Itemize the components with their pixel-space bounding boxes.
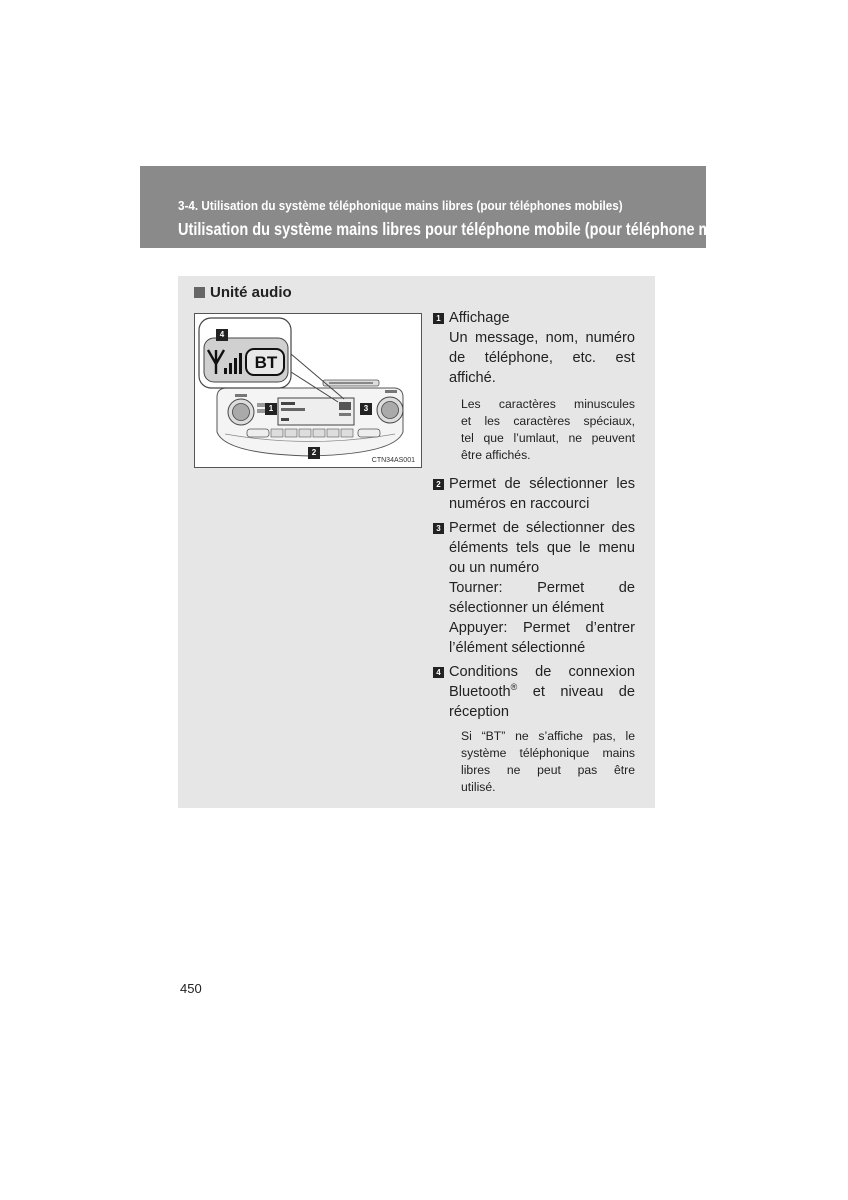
item-text: Bluetooth <box>449 684 511 700</box>
item-text: Appuyer: Permet d’entrer <box>449 620 635 636</box>
audio-unit-illustration <box>195 314 421 467</box>
item-text: sélectionner un élément <box>449 600 604 616</box>
item-note <box>433 396 635 464</box>
note-text: être affichés. <box>461 448 531 462</box>
panel-heading-text: Unité audio <box>210 284 292 301</box>
figure-code: CTN34AS001 <box>371 457 415 464</box>
item-number-badge: 1 <box>433 313 444 324</box>
note-text: tel que l’umlaut, ne peuvent <box>461 431 635 445</box>
note-text: libres ne peut pas être <box>461 763 635 777</box>
item-text: de téléphone, etc. est <box>449 350 635 366</box>
item-text: ou un numéro <box>449 560 540 576</box>
callout-2: 2 <box>308 447 320 459</box>
callout-1: 1 <box>265 403 277 415</box>
page-title: Utilisation du système mains libres pour téléphone mobile (pour téléphone mobile) <box>178 219 751 239</box>
note-text: Si “BT” ne s’affiche pas, le <box>461 729 635 743</box>
item-text: Permet de sélectionner les <box>449 476 635 492</box>
item-list <box>433 308 635 806</box>
item-text: affiché. <box>449 370 496 386</box>
registered-mark: ® <box>510 682 518 693</box>
item-text: éléments tels que le menu <box>449 540 635 556</box>
note-text: et les caractères spéciaux, <box>461 414 635 428</box>
note-text: Les caractères minuscules <box>461 397 635 411</box>
section-label: 3-4. Utilisation du système téléphonique mains libres (pour téléphones mobiles) <box>178 198 623 213</box>
section-header <box>140 166 751 248</box>
note-text: utilisé. <box>461 780 496 794</box>
audio-unit-figure <box>194 313 422 468</box>
list-item <box>433 308 635 388</box>
item-number-badge: 2 <box>433 479 444 490</box>
callout-3: 3 <box>360 403 372 415</box>
item-text: Affichage <box>449 310 510 326</box>
item-text: et niveau de <box>532 684 635 700</box>
item-text: Un message, nom, numéro <box>449 330 635 346</box>
square-bullet-icon <box>194 287 205 298</box>
list-item <box>433 474 635 514</box>
list-item <box>433 662 635 722</box>
item-text: réception <box>449 704 510 720</box>
item-number-badge: 4 <box>433 667 444 678</box>
item-text: numéros en raccourci <box>449 496 590 512</box>
note-text: système téléphonique mains <box>461 746 635 760</box>
page-number: 450 <box>180 981 202 996</box>
panel-heading <box>194 284 292 301</box>
bt-label: BT <box>254 353 278 372</box>
callout-4: 4 <box>216 329 228 341</box>
item-text: Conditions de connexion <box>449 664 635 680</box>
item-number-badge: 3 <box>433 523 444 534</box>
list-item <box>433 518 635 658</box>
item-note <box>433 728 635 796</box>
item-text: Permet de sélectionner des <box>449 520 635 536</box>
item-text: Tourner: Permet de <box>449 580 635 596</box>
item-text-bluetooth <box>449 682 635 702</box>
item-text: l’élément sélectionné <box>449 640 586 656</box>
content-panel <box>178 276 655 808</box>
